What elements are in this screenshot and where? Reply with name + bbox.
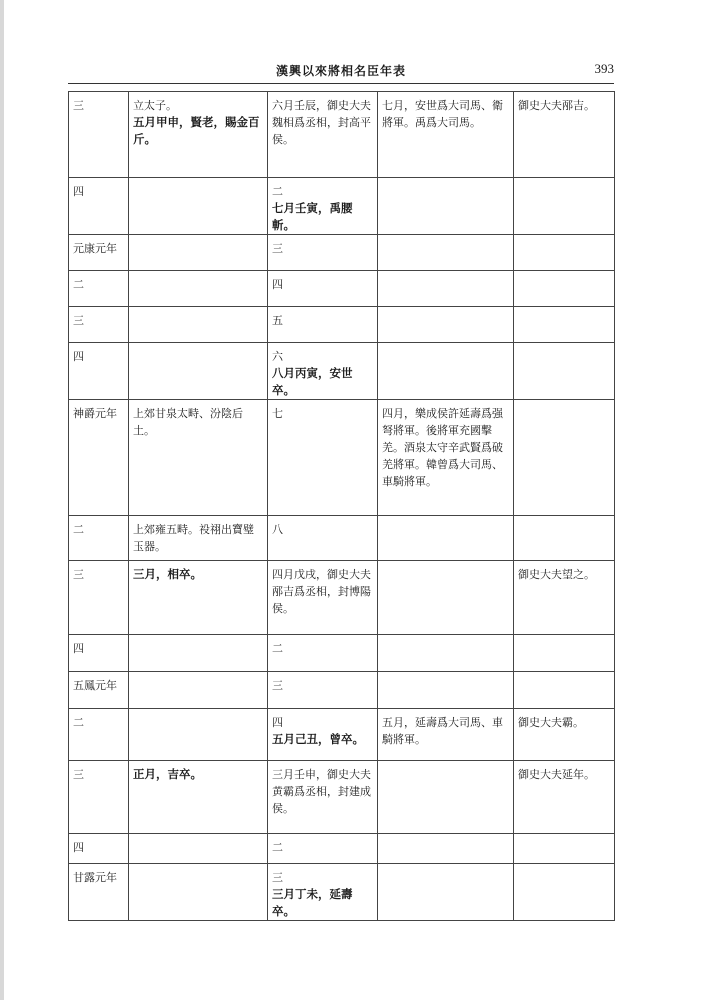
chancellor-cell: 四月戊戌，御史大夫邴吉爲丞相，封博陽侯。	[268, 561, 378, 635]
events-cell	[129, 864, 268, 921]
events-cell: 上郊甘泉太畤、汾陰后土。	[129, 400, 268, 516]
chancellor-cell: 五	[268, 307, 378, 343]
censor-cell	[514, 864, 615, 921]
year-cell: 四	[69, 635, 129, 672]
chancellor-cell: 六月壬辰，御史大夫魏相爲丞相，封高平侯。	[268, 92, 378, 178]
table-row	[69, 635, 615, 672]
censor-cell: 御史大夫邴吉。	[514, 92, 615, 178]
year-cell: 三	[69, 561, 129, 635]
censor-cell	[514, 672, 615, 709]
chancellor-cell: 三	[268, 672, 378, 709]
general-cell	[378, 761, 514, 834]
table-row	[69, 235, 615, 271]
running-title: 漢興以來將相名臣年表	[275, 64, 406, 78]
table-row	[69, 400, 615, 516]
events-cell: 立太子。 五月甲申，賢老，賜金百斤。	[129, 92, 268, 178]
general-cell	[378, 864, 514, 921]
table-row	[69, 343, 615, 400]
events-cell	[129, 178, 268, 235]
censor-cell	[514, 271, 615, 307]
censor-cell: 御史大夫延年。	[514, 761, 615, 834]
chancellor-cell: 四 五月己丑，曾卒。	[268, 709, 378, 761]
censor-cell	[514, 178, 615, 235]
page-header	[68, 58, 614, 84]
table-row	[69, 834, 615, 864]
chancellor-cell: 六 八月丙寅，安世卒。	[268, 343, 378, 400]
general-cell	[378, 561, 514, 635]
chancellor-cell: 八	[268, 516, 378, 561]
events-cell: 三月，相卒。	[129, 561, 268, 635]
chancellor-cell: 三	[268, 235, 378, 271]
general-cell	[378, 307, 514, 343]
general-cell	[378, 343, 514, 400]
table-row	[69, 516, 615, 561]
table-row	[69, 561, 615, 635]
header-rule	[68, 83, 614, 84]
general-cell: 五月，延壽爲大司馬、車騎將軍。	[378, 709, 514, 761]
year-cell: 三	[69, 92, 129, 178]
events-cell: 上郊雍五畤。祋祤出寶璧玉器。	[129, 516, 268, 561]
table-row	[69, 864, 615, 921]
year-cell: 四	[69, 178, 129, 235]
table-row	[69, 307, 615, 343]
page-edge-shadow	[0, 0, 4, 1000]
events-cell	[129, 307, 268, 343]
censor-cell	[514, 343, 615, 400]
year-cell: 三	[69, 761, 129, 834]
censor-cell	[514, 516, 615, 561]
chancellor-cell: 二	[268, 834, 378, 864]
table-row	[69, 761, 615, 834]
chancellor-cell: 七	[268, 400, 378, 516]
events-cell	[129, 709, 268, 761]
censor-cell: 御史大夫霸。	[514, 709, 615, 761]
general-cell	[378, 635, 514, 672]
general-cell: 四月，樂成侯許延壽爲强弩將軍。後將軍充國擊羌。酒泉太守辛武賢爲破羌將軍。韓曾爲大司馬、車騎將軍。	[378, 400, 514, 516]
events-cell	[129, 271, 268, 307]
year-cell: 二	[69, 271, 129, 307]
table-row	[69, 672, 615, 709]
year-cell: 甘露元年	[69, 864, 129, 921]
chronological-table	[68, 91, 615, 921]
page-number: 393	[594, 61, 614, 76]
censor-cell	[514, 400, 615, 516]
events-cell: 正月，吉卒。	[129, 761, 268, 834]
chancellor-cell: 三月壬申，御史大夫黄霸爲丞相，封建成侯。	[268, 761, 378, 834]
events-cell	[129, 343, 268, 400]
table-row	[69, 92, 615, 178]
year-cell: 二	[69, 516, 129, 561]
year-cell: 三	[69, 307, 129, 343]
general-cell	[378, 271, 514, 307]
year-cell: 四	[69, 343, 129, 400]
censor-cell	[514, 635, 615, 672]
events-cell	[129, 672, 268, 709]
year-cell: 元康元年	[69, 235, 129, 271]
general-cell	[378, 672, 514, 709]
general-cell	[378, 178, 514, 235]
censor-cell	[514, 307, 615, 343]
events-cell	[129, 834, 268, 864]
table-row	[69, 709, 615, 761]
chancellor-cell: 三 三月丁未，延壽卒。	[268, 864, 378, 921]
general-cell	[378, 834, 514, 864]
events-cell	[129, 635, 268, 672]
chancellor-cell: 四	[268, 271, 378, 307]
year-cell: 神爵元年	[69, 400, 129, 516]
censor-cell	[514, 235, 615, 271]
year-cell: 二	[69, 709, 129, 761]
chancellor-cell: 二	[268, 635, 378, 672]
chancellor-cell: 二 七月壬寅，禹腰斬。	[268, 178, 378, 235]
events-cell	[129, 235, 268, 271]
table-row	[69, 178, 615, 235]
censor-cell	[514, 834, 615, 864]
year-cell: 四	[69, 834, 129, 864]
year-cell: 五鳳元年	[69, 672, 129, 709]
general-cell: 七月，安世爲大司馬、衛將軍。禹爲大司馬。	[378, 92, 514, 178]
general-cell	[378, 235, 514, 271]
general-cell	[378, 516, 514, 561]
censor-cell: 御史大夫望之。	[514, 561, 615, 635]
table-row	[69, 271, 615, 307]
